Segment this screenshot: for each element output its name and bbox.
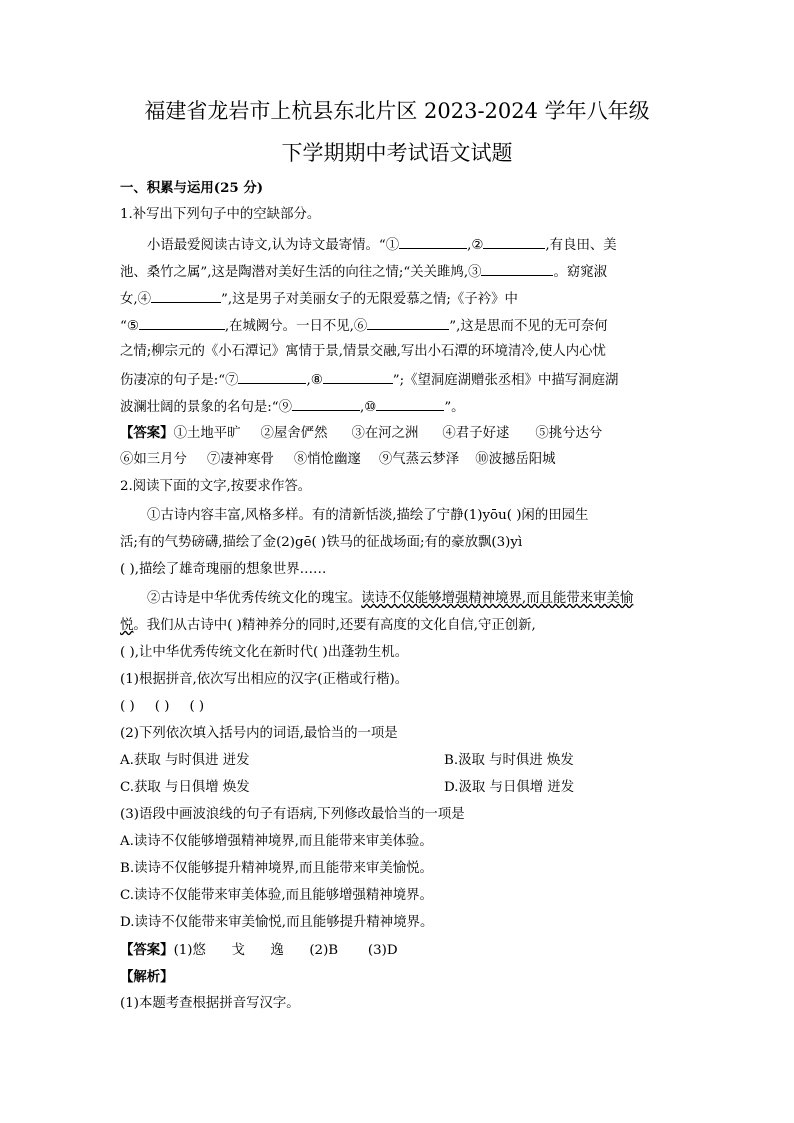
q1-text: ,⑧ [306,373,323,388]
q2-para-2-line-2 [120,617,680,635]
fill-blank[interactable] [483,235,545,249]
fill-blank[interactable] [139,316,225,330]
q2-sub-1-blanks [120,698,680,716]
question-2-prompt: 2.阅读下面的文字,按要求作答。 [120,479,312,494]
answer-item: ⑩波撼岳阳城 [475,452,556,467]
question-1-prompt: 1.补写出下列句子中的空缺部分。 [120,207,321,222]
q2-text: ②古诗是中华优秀传统文化的瑰宝。 [147,591,362,606]
q1-line-5: 之情;柳宗元的《小石潭记》寓情于景,情景交融,写出小石潭的环境清冷,使人内心忧 [120,344,606,359]
answer-item: ⑨气蒸云梦泽 [378,452,460,467]
q2-sub-2: (2)下列依次填入括号内的词语,最恰当的一项是 [120,726,398,741]
q1-text: 女,④ [120,292,152,307]
q2-sub-3-option-c[interactable]: C.读诗不仅能带来审美体验,而且能够增强精神境界。 [120,888,433,903]
answer-item: ⑦凄神寒骨 [206,452,274,467]
q1-line-7 [120,397,680,417]
fill-blank[interactable] [367,316,449,330]
q2-sub-3-option-d[interactable]: D.读诗不仅能带来审美愉悦,而且能够提升精神境界。 [120,915,434,930]
wavy-underlined-sentence: 悦 [120,618,134,633]
q2-option-a[interactable]: A.获取 与时俱进 迸发 [120,753,250,768]
q2-option-b[interactable]: B.汲取 与时俱进 焕发 [444,753,574,768]
answer-item: ⑥如三月兮 [120,452,187,467]
q1-answer-row-1 [120,424,680,443]
q1-line-3 [120,289,680,309]
answer-bracket[interactable]: ( ) [120,699,135,714]
fill-blank[interactable] [376,397,444,411]
q2-sub-1: (1)根据拼音,依次写出相应的汉字(正楷或行楷)。 [120,672,409,687]
answer-item: ③在河之洲 [351,426,419,441]
q2-answer [120,941,680,960]
q2-para-1-line-2: 活;有的气势磅礴,描绘了金(2)gē( )铁马的征战场面;有的豪放飘(3)yì [120,535,523,550]
q1-text: 小语最爱阅读古诗文,认为诗文最寄情。“① [147,238,400,253]
fill-blank[interactable] [238,370,306,384]
q1-text: 。窈窕淑 [553,265,608,280]
document-title-line-1: 福建省龙岩市上杭县东北片区 2023-2024 学年八年级 [144,99,650,123]
q1-text: ,② [467,238,484,253]
q1-text: 池、桑竹之属”,这是陶潜对美好生活的向往之情;“关关雎鸠,③ [120,265,482,280]
q1-text: ”,这是男子对美丽女子的无限爱慕之情;《子衿》中 [221,292,518,307]
q2-para-1-line-1: ①古诗内容丰富,风格多样。有的清新恬淡,描绘了宁静(1)yōu( )闲的田园生 [147,508,589,523]
q2-para-1-line-3: ( ),描绘了雄奇瑰丽的想象世界…… [120,562,327,577]
answer-item: ⑤挑兮达兮 [535,426,603,441]
answer-item: ①土地平旷 [173,426,241,441]
q1-line-6 [120,370,680,390]
q1-line-4 [120,316,680,336]
q1-text: “⑤ [120,319,139,334]
q1-text: ”。 [444,400,465,415]
q2-text: 。我们从古诗中( )精神养分的同时,还要有高度的文化自信,守正创新, [133,618,536,633]
q1-text: ”;《望洞庭湖赠张丞相》中描写洞庭湖 [392,373,619,388]
answer-bracket[interactable]: ( ) [189,699,205,714]
q2-sub-3-option-a[interactable]: A.读诗不仅能够增强精神境界,而且能带来审美体验。 [120,834,433,849]
q2-para-2-line-1 [147,590,707,608]
fill-blank[interactable] [481,262,553,276]
q2-sub-3-option-b[interactable]: B.读诗不仅能够提升精神境界,而且能带来审美愉悦。 [120,861,433,876]
section-heading: 一、积累与运用(25 分) [120,180,264,196]
answer-bracket[interactable]: ( ) [154,699,170,714]
answer-label: 【答案】 [120,425,174,441]
q1-text: 伤凄凉的句子是:“⑦ [120,373,239,388]
analysis-text: (1)本题考查根据拼音写汉字。 [120,996,300,1011]
q1-text: 波澜壮阔的景象的名句是:“⑨ [120,400,293,415]
fill-blank[interactable] [323,370,393,384]
q1-line-2 [120,262,680,282]
q2-sub-3: (3)语段中画波浪线的句子有语病,下列修改最恰当的一项是 [120,807,465,822]
q2-option-c[interactable]: C.获取 与日俱增 焕发 [120,780,250,795]
q1-text: ,⑩ [360,400,377,415]
answer-item: ②屋舍俨然 [260,426,328,441]
answer-text: (1)悠 戈 逸 (2)B (3)D [173,943,398,958]
q1-line-1 [147,235,707,255]
wavy-underlined-sentence: 读诗不仅能够增强精神境界,而且能带来审美愉 [361,591,634,606]
fill-blank[interactable] [399,235,467,249]
fill-blank[interactable] [151,289,221,303]
document-title-line-2: 下学期期中考试语文试题 [281,141,513,165]
q1-text: ”,这是思而不见的无可奈何 [449,319,608,334]
fill-blank[interactable] [292,397,360,411]
q2-para-2-line-3: ( ),让中华优秀传统文化在新时代( )出蓬勃生机。 [120,645,409,660]
answer-item: ⑧悄怆幽邃 [293,452,361,467]
q2-option-d[interactable]: D.汲取 与日俱增 迸发 [444,780,575,795]
answer-label: 【答案】 [120,942,174,958]
q1-text: ,有良田、美 [545,238,617,253]
answer-item: ④君子好逑 [442,426,510,441]
q1-text: ,在城阙兮。一日不见,⑥ [224,319,368,334]
analysis-label: 【解析】 [120,969,174,985]
q1-answer-row-2 [120,451,680,469]
